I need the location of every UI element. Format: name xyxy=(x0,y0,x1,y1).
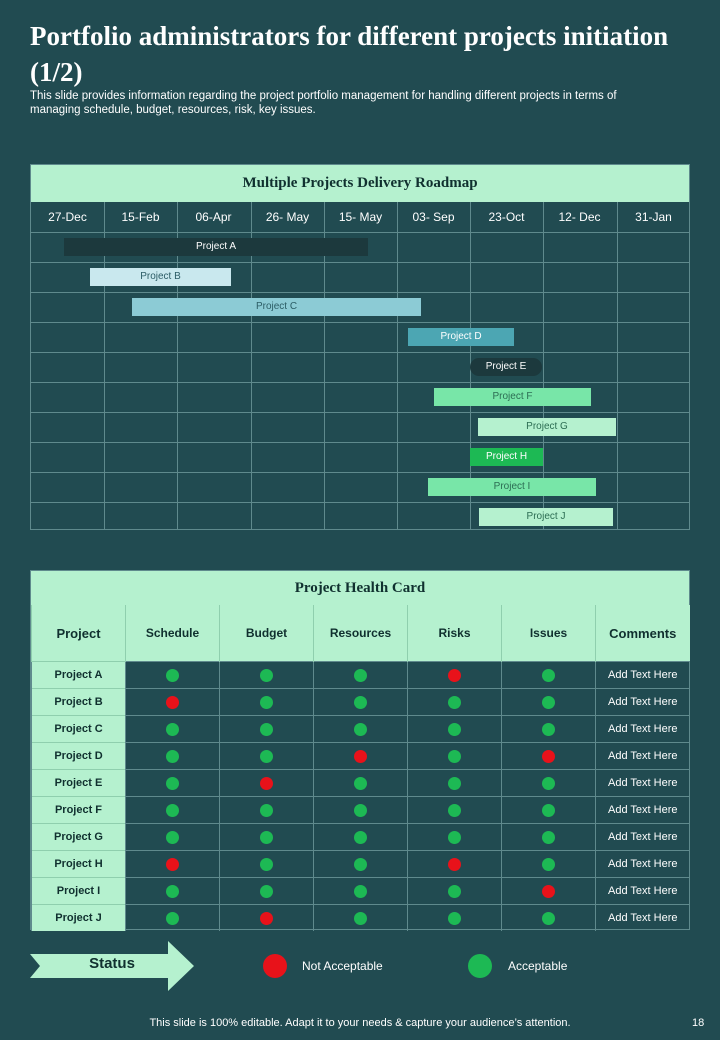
roadmap-bar-project-b: Project B xyxy=(90,268,231,286)
page-number: 18 xyxy=(692,1017,705,1029)
comment-cell[interactable]: Add Text Here xyxy=(596,878,690,905)
roadmap-row-divider xyxy=(31,442,689,443)
table-row xyxy=(32,905,690,932)
acceptable-status-dot xyxy=(260,831,273,844)
status-cell xyxy=(126,905,220,932)
acceptable-status-dot xyxy=(166,912,179,925)
status-cell xyxy=(502,770,596,797)
status-cell xyxy=(408,797,502,824)
status-cell xyxy=(314,905,408,932)
footer-note: This slide is 100% editable. Adapt it to your needs & capture your audience’s attention. xyxy=(149,1017,571,1029)
status-cell xyxy=(502,743,596,770)
roadmap-row-divider xyxy=(31,262,689,263)
health-card-heading: Project Health Card xyxy=(31,571,689,605)
table-row xyxy=(32,824,690,851)
status-cell xyxy=(220,878,314,905)
roadmap-row-divider xyxy=(31,502,689,503)
roadmap-panel xyxy=(30,164,690,530)
status-cell xyxy=(502,824,596,851)
status-cell xyxy=(408,878,502,905)
status-cell xyxy=(314,851,408,878)
status-cell xyxy=(126,797,220,824)
acceptable-status-dot xyxy=(166,804,179,817)
acceptable-status-dot xyxy=(354,777,367,790)
acceptable-status-dot xyxy=(448,885,461,898)
not-acceptable-status-dot xyxy=(542,750,555,763)
acceptable-status-dot xyxy=(260,804,273,817)
not-acceptable-status-dot xyxy=(166,696,179,709)
status-cell xyxy=(220,851,314,878)
project-name-cell: Project H xyxy=(32,851,126,878)
roadmap-bar-project-j: Project J xyxy=(479,508,613,526)
not-acceptable-legend-label: Not Acceptable xyxy=(302,959,383,973)
not-acceptable-status-dot xyxy=(260,912,273,925)
acceptable-status-dot xyxy=(260,858,273,871)
status-cell xyxy=(314,689,408,716)
acceptable-legend-dot xyxy=(468,954,492,978)
column-header-schedule: Schedule xyxy=(126,605,220,662)
acceptable-status-dot xyxy=(166,831,179,844)
roadmap-date-label: 27-Dec xyxy=(48,210,87,224)
acceptable-status-dot xyxy=(448,723,461,736)
status-cell xyxy=(408,716,502,743)
acceptable-status-dot xyxy=(166,669,179,682)
status-cell xyxy=(502,689,596,716)
acceptable-status-dot xyxy=(260,696,273,709)
status-cell xyxy=(408,689,502,716)
status-cell xyxy=(502,797,596,824)
project-name-cell: Project I xyxy=(32,878,126,905)
roadmap-date-label: 23-Oct xyxy=(488,210,525,224)
status-cell xyxy=(502,905,596,932)
roadmap-row-divider xyxy=(31,322,689,323)
status-cell xyxy=(126,770,220,797)
table-row xyxy=(32,878,690,905)
status-cell xyxy=(126,824,220,851)
project-name-cell: Project E xyxy=(32,770,126,797)
status-cell xyxy=(314,770,408,797)
comment-cell[interactable]: Add Text Here xyxy=(596,743,690,770)
roadmap-bar-project-f: Project F xyxy=(434,388,591,406)
status-cell xyxy=(220,905,314,932)
roadmap-grid xyxy=(31,202,689,529)
slide-title: Portfolio administrators for different projects initiation (1/2) xyxy=(30,21,669,87)
acceptable-status-dot xyxy=(542,858,555,871)
project-name-cell: Project B xyxy=(32,689,126,716)
status-cell xyxy=(220,662,314,689)
status-cell xyxy=(408,905,502,932)
roadmap-row-divider xyxy=(31,352,689,353)
column-header-budget: Budget xyxy=(220,605,314,662)
acceptable-status-dot xyxy=(542,831,555,844)
not-acceptable-status-dot xyxy=(448,858,461,871)
table-row xyxy=(32,770,690,797)
status-cell xyxy=(314,878,408,905)
status-cell xyxy=(126,878,220,905)
health-card-header-row xyxy=(32,605,690,662)
column-header-risks: Risks xyxy=(408,605,502,662)
status-cell xyxy=(314,743,408,770)
roadmap-heading: Multiple Projects Delivery Roadmap xyxy=(31,165,689,202)
slide-subtitle: This slide provides information regarding the project portfolio management for handling different projects in terms of managing schedule, budget, resources, risk, key issues. xyxy=(30,90,617,116)
table-row xyxy=(32,662,690,689)
status-cell xyxy=(502,878,596,905)
table-row xyxy=(32,716,690,743)
comment-cell[interactable]: Add Text Here xyxy=(596,770,690,797)
status-cell xyxy=(220,743,314,770)
not-acceptable-status-dot xyxy=(542,885,555,898)
acceptable-status-dot xyxy=(260,669,273,682)
project-name-cell: Project C xyxy=(32,716,126,743)
roadmap-date-label: 26- May xyxy=(265,210,310,224)
comment-cell[interactable]: Add Text Here xyxy=(596,797,690,824)
roadmap-column-divider xyxy=(397,202,398,529)
status-cell xyxy=(408,851,502,878)
acceptable-status-dot xyxy=(354,723,367,736)
roadmap-date-label: 15-Feb xyxy=(121,210,160,224)
project-name-cell: Project A xyxy=(32,662,126,689)
acceptable-status-dot xyxy=(354,804,367,817)
status-cell xyxy=(408,770,502,797)
acceptable-status-dot xyxy=(354,696,367,709)
acceptable-status-dot xyxy=(448,831,461,844)
status-cell xyxy=(408,662,502,689)
acceptable-status-dot xyxy=(542,669,555,682)
acceptable-legend-label: Acceptable xyxy=(508,959,568,973)
acceptable-status-dot xyxy=(542,777,555,790)
status-cell xyxy=(220,824,314,851)
status-cell xyxy=(314,824,408,851)
roadmap-bar-project-h: Project H xyxy=(470,448,543,466)
health-card-body xyxy=(32,662,690,932)
not-acceptable-legend-dot xyxy=(263,954,287,978)
roadmap-bar-project-d: Project D xyxy=(408,328,514,346)
roadmap-date-label: 03- Sep xyxy=(412,210,455,224)
status-cell xyxy=(220,716,314,743)
acceptable-status-dot xyxy=(542,804,555,817)
project-name-cell: Project J xyxy=(32,905,126,932)
column-header-comments: Comments xyxy=(596,605,690,662)
acceptable-status-dot xyxy=(542,723,555,736)
not-acceptable-status-dot xyxy=(354,750,367,763)
project-name-cell: Project F xyxy=(32,797,126,824)
comment-cell[interactable]: Add Text Here xyxy=(596,689,690,716)
comment-cell[interactable]: Add Text Here xyxy=(596,851,690,878)
acceptable-status-dot xyxy=(448,804,461,817)
acceptable-status-dot xyxy=(354,831,367,844)
project-name-cell: Project D xyxy=(32,743,126,770)
roadmap-column-divider xyxy=(617,202,618,529)
comment-cell[interactable]: Add Text Here xyxy=(596,662,690,689)
status-cell xyxy=(408,743,502,770)
roadmap-row-divider xyxy=(31,412,689,413)
roadmap-row-divider xyxy=(31,382,689,383)
column-header-issues: Issues xyxy=(502,605,596,662)
acceptable-status-dot xyxy=(448,912,461,925)
roadmap-bar-project-e: Project E xyxy=(470,358,542,376)
roadmap-bar-project-i: Project I xyxy=(428,478,596,496)
acceptable-status-dot xyxy=(448,777,461,790)
acceptable-status-dot xyxy=(448,750,461,763)
table-row xyxy=(32,851,690,878)
column-header-project: Project xyxy=(32,605,126,662)
status-cell xyxy=(314,716,408,743)
roadmap-date-label: 31-Jan xyxy=(635,210,672,224)
acceptable-status-dot xyxy=(166,750,179,763)
project-name-cell: Project G xyxy=(32,824,126,851)
acceptable-status-dot xyxy=(542,696,555,709)
roadmap-date-label: 15- May xyxy=(338,210,383,224)
acceptable-status-dot xyxy=(260,750,273,763)
status-cell xyxy=(126,743,220,770)
status-cell xyxy=(220,797,314,824)
status-cell xyxy=(126,689,220,716)
roadmap-row-divider xyxy=(31,292,689,293)
comment-cell[interactable]: Add Text Here xyxy=(596,905,690,932)
acceptable-status-dot xyxy=(354,669,367,682)
table-row xyxy=(32,689,690,716)
roadmap-bar-project-c: Project C xyxy=(132,298,421,316)
health-card-panel xyxy=(30,570,690,930)
acceptable-status-dot xyxy=(166,723,179,736)
roadmap-bar-project-g: Project G xyxy=(478,418,616,436)
comment-cell[interactable]: Add Text Here xyxy=(596,824,690,851)
acceptable-status-dot xyxy=(354,858,367,871)
roadmap-row-divider xyxy=(31,472,689,473)
acceptable-status-dot xyxy=(354,912,367,925)
roadmap-bar-project-a: Project A xyxy=(64,238,368,256)
roadmap-row-divider xyxy=(31,232,689,233)
status-cell xyxy=(126,851,220,878)
roadmap-date-label: 06-Apr xyxy=(195,210,232,224)
status-cell xyxy=(126,662,220,689)
status-cell xyxy=(408,824,502,851)
acceptable-status-dot xyxy=(166,885,179,898)
table-row xyxy=(32,797,690,824)
status-cell xyxy=(220,770,314,797)
not-acceptable-status-dot xyxy=(260,777,273,790)
acceptable-status-dot xyxy=(354,885,367,898)
acceptable-status-dot xyxy=(260,723,273,736)
roadmap-date-label: 12- Dec xyxy=(558,210,601,224)
status-cell xyxy=(220,689,314,716)
acceptable-status-dot xyxy=(542,912,555,925)
not-acceptable-status-dot xyxy=(448,669,461,682)
acceptable-status-dot xyxy=(166,777,179,790)
acceptable-status-dot xyxy=(260,885,273,898)
comment-cell[interactable]: Add Text Here xyxy=(596,716,690,743)
health-card-table xyxy=(31,605,690,931)
not-acceptable-status-dot xyxy=(166,858,179,871)
column-header-resources: Resources xyxy=(314,605,408,662)
status-cell xyxy=(314,797,408,824)
status-label: Status xyxy=(89,955,135,972)
status-cell xyxy=(314,662,408,689)
status-cell xyxy=(502,716,596,743)
status-cell xyxy=(126,716,220,743)
acceptable-status-dot xyxy=(448,696,461,709)
status-cell xyxy=(502,662,596,689)
table-row xyxy=(32,743,690,770)
status-cell xyxy=(502,851,596,878)
